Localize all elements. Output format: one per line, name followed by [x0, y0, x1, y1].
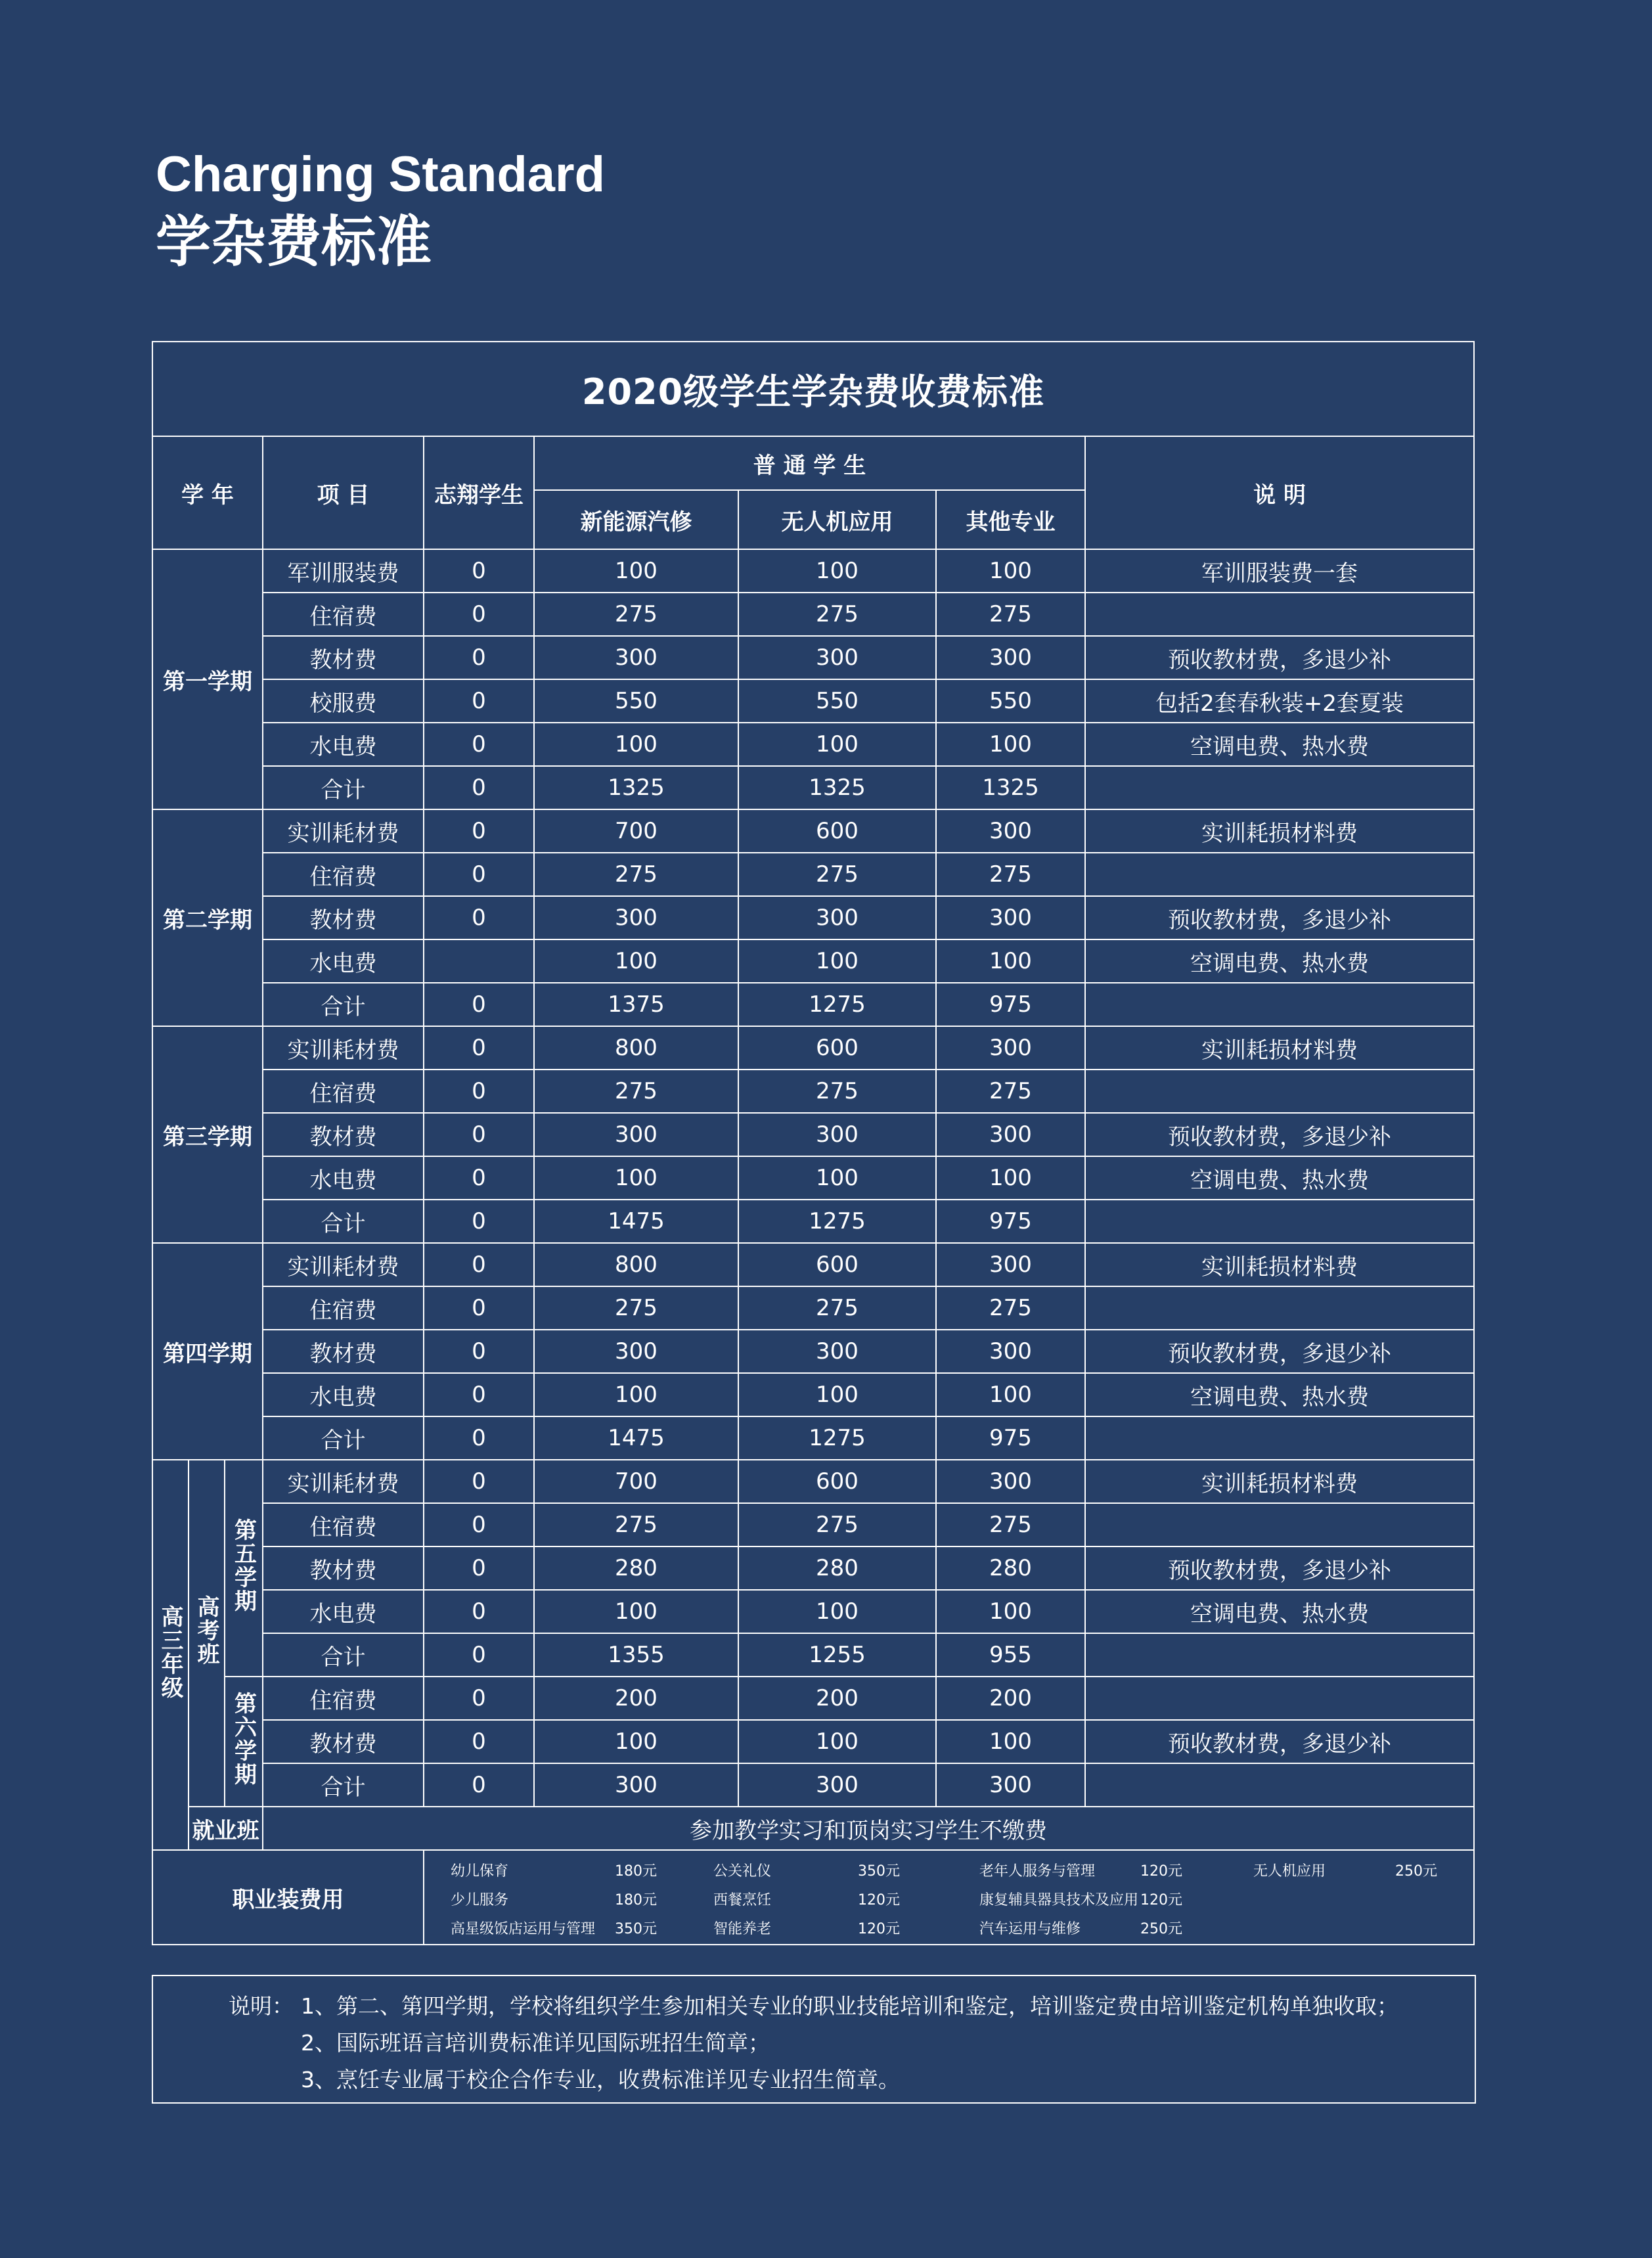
cell-other: 300	[936, 1026, 1085, 1070]
cell-item: 水电费	[263, 1156, 424, 1200]
cell-nev: 300	[534, 636, 738, 679]
vocational-item-price: 350元	[858, 1863, 900, 1880]
cell-nev: 200	[534, 1677, 738, 1720]
cell-note: 实训耗损材料费	[1085, 1460, 1474, 1503]
table-row	[152, 1070, 1474, 1113]
cell-drone: 275	[738, 593, 936, 636]
cell-other: 275	[936, 853, 1085, 896]
table-row	[152, 1373, 1474, 1416]
cell-item: 住宿费	[263, 1677, 424, 1720]
cell-note	[1085, 1503, 1474, 1547]
cell-item: 实训耗材费	[263, 809, 424, 853]
header-other: 其他专业	[936, 490, 1085, 549]
employment-text: 参加教学实习和顶岗实习学生不缴费	[263, 1807, 1474, 1850]
notes-box	[152, 1975, 1476, 2104]
cell-drone: 1275	[738, 1200, 936, 1243]
table-row	[152, 1286, 1474, 1330]
cell-other: 280	[936, 1547, 1085, 1590]
cell-drone: 100	[738, 1720, 936, 1763]
heading-english: Charging Standard	[156, 147, 606, 202]
cell-zhixiang: 0	[424, 723, 534, 766]
table-row	[152, 939, 1474, 983]
vocational-item-name: 公关礼仪	[713, 1863, 772, 1880]
table-row	[152, 1677, 1474, 1720]
page-heading	[156, 145, 605, 276]
cell-item: 教材费	[263, 1330, 424, 1373]
cell-zhixiang: 0	[424, 1763, 534, 1807]
cell-zhixiang: 0	[424, 1330, 534, 1373]
table-row	[152, 766, 1474, 809]
note-line-3: 3、烹饪专业属于校企合作专业，收费标准详见专业招生简章。	[301, 2067, 900, 2092]
cell-drone: 1275	[738, 983, 936, 1026]
cell-nev: 100	[534, 1373, 738, 1416]
cell-nev: 300	[534, 896, 738, 939]
cell-nev: 100	[534, 549, 738, 593]
cell-other: 300	[936, 636, 1085, 679]
cell-note	[1085, 983, 1474, 1026]
cell-note: 预收教材费，多退少补	[1085, 1330, 1474, 1373]
table-title: 2020级学生学杂费收费标准	[152, 342, 1474, 436]
vocational-item-name: 康复辅具器具技术及应用	[979, 1892, 1139, 1908]
cell-item: 军训服装费	[263, 549, 424, 593]
cell-drone: 550	[738, 679, 936, 723]
table-row	[152, 636, 1474, 679]
header-item: 项 目	[263, 436, 424, 549]
vocational-row	[152, 1850, 1474, 1945]
cell-nev: 300	[534, 1763, 738, 1807]
cell-note	[1085, 1677, 1474, 1720]
cell-note: 包括2套春秋装+2套夏装	[1085, 679, 1474, 723]
vocational-item-price: 250元	[1140, 1921, 1182, 1937]
table-row	[152, 1503, 1474, 1547]
vocational-item-price: 250元	[1395, 1863, 1437, 1880]
cell-item: 水电费	[263, 723, 424, 766]
cell-nev: 100	[534, 1720, 738, 1763]
cell-item: 住宿费	[263, 1286, 424, 1330]
grade3-label: 高三年级	[157, 1604, 183, 1700]
cell-other: 975	[936, 1416, 1085, 1460]
cell-nev: 1355	[534, 1633, 738, 1677]
cell-item: 实训耗材费	[263, 1243, 424, 1286]
cell-zhixiang: 0	[424, 1200, 534, 1243]
term-label: 第三学期	[152, 1026, 263, 1243]
cell-nev: 100	[534, 1156, 738, 1200]
notes-label: 说明：	[229, 1993, 294, 2019]
cell-drone: 100	[738, 1373, 936, 1416]
cell-note: 实训耗损材料费	[1085, 809, 1474, 853]
term-label: 第二学期	[152, 809, 263, 1026]
cell-drone: 275	[738, 1286, 936, 1330]
cell-item: 住宿费	[263, 1503, 424, 1547]
table-row	[152, 1156, 1474, 1200]
vocational-item-price: 120元	[858, 1921, 900, 1937]
table-row	[152, 809, 1474, 853]
cell-zhixiang	[424, 939, 534, 983]
vocational-item-name: 少儿服务	[451, 1892, 509, 1908]
table-row	[152, 679, 1474, 723]
cell-zhixiang: 0	[424, 1547, 534, 1590]
header-zhixiang: 志翔学生	[424, 436, 534, 549]
cell-other: 100	[936, 549, 1085, 593]
cell-drone: 100	[738, 549, 936, 593]
cell-note: 空调电费、热水费	[1085, 1590, 1474, 1633]
cell-zhixiang: 0	[424, 809, 534, 853]
cell-other: 100	[936, 1373, 1085, 1416]
cell-item: 教材费	[263, 1720, 424, 1763]
table-row	[152, 1547, 1474, 1590]
cell-nev: 800	[534, 1026, 738, 1070]
cell-note: 空调电费、热水费	[1085, 723, 1474, 766]
cell-other: 975	[936, 1200, 1085, 1243]
cell-nev: 300	[534, 1113, 738, 1156]
cell-drone: 275	[738, 853, 936, 896]
vocational-item-name: 幼儿保育	[451, 1863, 509, 1880]
cell-nev: 1475	[534, 1416, 738, 1460]
cell-nev: 275	[534, 593, 738, 636]
vocational-item-name: 高星级饭店运用与管理	[451, 1921, 596, 1937]
vocational-item-price: 120元	[858, 1892, 900, 1908]
cell-other: 275	[936, 1070, 1085, 1113]
term5-label: 第五学期	[230, 1518, 257, 1613]
vocational-item-price: 120元	[1140, 1892, 1182, 1908]
vocational-item-price: 180元	[615, 1892, 657, 1908]
cell-other: 300	[936, 1460, 1085, 1503]
table-row	[152, 1243, 1474, 1286]
cell-drone: 600	[738, 809, 936, 853]
cell-item: 校服费	[263, 679, 424, 723]
table-row	[152, 1330, 1474, 1373]
cell-nev: 700	[534, 809, 738, 853]
cell-other: 100	[936, 939, 1085, 983]
cell-nev: 275	[534, 1070, 738, 1113]
grade3-label-cell	[152, 1460, 189, 1850]
cell-nev: 1375	[534, 983, 738, 1026]
cell-other: 975	[936, 983, 1085, 1026]
cell-zhixiang: 0	[424, 983, 534, 1026]
cell-item: 合计	[263, 1416, 424, 1460]
note-line-1: 1、第二、第四学期，学校将组织学生参加相关专业的职业技能培训和鉴定，培训鉴定费由培训鉴定机构单独收取；	[301, 1993, 1398, 2019]
cell-note: 预收教材费，多退少补	[1085, 896, 1474, 939]
vocational-prices-cell	[424, 1850, 1474, 1945]
cell-zhixiang: 0	[424, 1677, 534, 1720]
cell-note: 预收教材费，多退少补	[1085, 636, 1474, 679]
cell-item: 实训耗材费	[263, 1460, 424, 1503]
cell-drone: 100	[738, 1590, 936, 1633]
cell-item: 住宿费	[263, 593, 424, 636]
table-row	[152, 1113, 1474, 1156]
cell-drone: 600	[738, 1460, 936, 1503]
gaokao-class-label: 高考班	[193, 1594, 219, 1666]
employment-row	[152, 1807, 1474, 1850]
cell-other: 955	[936, 1633, 1085, 1677]
cell-zhixiang: 0	[424, 593, 534, 636]
cell-other: 275	[936, 1286, 1085, 1330]
cell-item: 水电费	[263, 1590, 424, 1633]
cell-drone: 600	[738, 1243, 936, 1286]
note-line-2: 2、国际班语言培训费标准详见国际班招生简章；	[301, 2030, 770, 2056]
cell-drone: 100	[738, 723, 936, 766]
cell-nev: 100	[534, 1590, 738, 1633]
cell-zhixiang: 0	[424, 1373, 534, 1416]
cell-drone: 275	[738, 1503, 936, 1547]
heading-chinese: 学杂费标准	[156, 210, 432, 274]
vocational-label: 职业装费用	[152, 1850, 424, 1945]
cell-other: 300	[936, 1113, 1085, 1156]
table-row	[152, 723, 1474, 766]
table-row	[152, 549, 1474, 593]
term6-label: 第六学期	[230, 1691, 257, 1786]
cell-zhixiang: 0	[424, 1460, 534, 1503]
cell-note: 空调电费、热水费	[1085, 1373, 1474, 1416]
table-row	[152, 1416, 1474, 1460]
cell-note	[1085, 1286, 1474, 1330]
cell-zhixiang: 0	[424, 549, 534, 593]
vocational-item-price: 120元	[1140, 1863, 1182, 1880]
cell-other: 100	[936, 1590, 1085, 1633]
cell-note: 预收教材费，多退少补	[1085, 1547, 1474, 1590]
cell-item: 教材费	[263, 896, 424, 939]
cell-item: 合计	[263, 766, 424, 809]
cell-zhixiang: 0	[424, 1590, 534, 1633]
cell-zhixiang: 0	[424, 1416, 534, 1460]
cell-nev: 275	[534, 853, 738, 896]
cell-zhixiang: 0	[424, 896, 534, 939]
cell-drone: 1325	[738, 766, 936, 809]
header-nev: 新能源汽修	[534, 490, 738, 549]
cell-other: 100	[936, 723, 1085, 766]
cell-note	[1085, 853, 1474, 896]
cell-other: 100	[936, 1720, 1085, 1763]
header-year: 学 年	[152, 436, 263, 549]
cell-drone: 600	[738, 1026, 936, 1070]
cell-nev: 550	[534, 679, 738, 723]
table-row	[152, 983, 1474, 1026]
cell-nev: 100	[534, 939, 738, 983]
cell-item: 合计	[263, 983, 424, 1026]
cell-item: 教材费	[263, 636, 424, 679]
cell-zhixiang: 0	[424, 1633, 534, 1677]
vocational-item-price: 350元	[615, 1921, 657, 1937]
fee-table	[152, 341, 1475, 1945]
cell-nev: 280	[534, 1547, 738, 1590]
cell-drone: 300	[738, 636, 936, 679]
cell-item: 水电费	[263, 939, 424, 983]
vocational-prices	[424, 1851, 1473, 1944]
cell-note	[1085, 1763, 1474, 1807]
cell-item: 住宿费	[263, 853, 424, 896]
table-row	[152, 853, 1474, 896]
cell-note: 军训服装费一套	[1085, 549, 1474, 593]
cell-other: 275	[936, 1503, 1085, 1547]
cell-other: 300	[936, 809, 1085, 853]
term-label: 第一学期	[152, 549, 263, 809]
cell-drone: 200	[738, 1677, 936, 1720]
cell-item: 合计	[263, 1633, 424, 1677]
cell-note	[1085, 1633, 1474, 1677]
cell-drone: 1255	[738, 1633, 936, 1677]
cell-zhixiang: 0	[424, 1243, 534, 1286]
table-row	[152, 896, 1474, 939]
vocational-item-name: 无人机应用	[1253, 1863, 1326, 1880]
cell-note	[1085, 593, 1474, 636]
cell-drone: 280	[738, 1547, 936, 1590]
cell-nev: 300	[534, 1330, 738, 1373]
term6-label-cell	[225, 1677, 263, 1807]
term-label: 第四学期	[152, 1243, 263, 1460]
cell-drone: 1275	[738, 1416, 936, 1460]
cell-drone: 300	[738, 896, 936, 939]
cell-zhixiang: 0	[424, 1113, 534, 1156]
cell-item: 教材费	[263, 1547, 424, 1590]
cell-nev: 1475	[534, 1200, 738, 1243]
cell-zhixiang: 0	[424, 1286, 534, 1330]
table-row	[152, 1460, 1474, 1503]
cell-item: 合计	[263, 1763, 424, 1807]
cell-drone: 300	[738, 1113, 936, 1156]
cell-item: 实训耗材费	[263, 1026, 424, 1070]
cell-drone: 275	[738, 1070, 936, 1113]
vocational-item-price: 180元	[615, 1863, 657, 1880]
cell-note	[1085, 766, 1474, 809]
cell-zhixiang: 0	[424, 1156, 534, 1200]
cell-zhixiang: 0	[424, 1070, 534, 1113]
cell-zhixiang: 0	[424, 1503, 534, 1547]
table-row	[152, 1590, 1474, 1633]
vocational-item-name: 西餐烹饪	[713, 1892, 772, 1908]
cell-item: 教材费	[263, 1113, 424, 1156]
table-row	[152, 1633, 1474, 1677]
cell-zhixiang: 0	[424, 1720, 534, 1763]
cell-drone: 100	[738, 939, 936, 983]
cell-other: 275	[936, 593, 1085, 636]
gaokao-label-cell	[189, 1460, 225, 1807]
cell-nev: 275	[534, 1286, 738, 1330]
cell-zhixiang: 0	[424, 853, 534, 896]
table-row	[152, 593, 1474, 636]
cell-note: 空调电费、热水费	[1085, 939, 1474, 983]
table-row	[152, 1720, 1474, 1763]
table-row	[152, 1200, 1474, 1243]
cell-note: 预收教材费，多退少补	[1085, 1720, 1474, 1763]
cell-other: 300	[936, 1330, 1085, 1373]
cell-zhixiang: 0	[424, 766, 534, 809]
cell-note	[1085, 1416, 1474, 1460]
cell-nev: 700	[534, 1460, 738, 1503]
cell-drone: 300	[738, 1763, 936, 1807]
cell-note	[1085, 1070, 1474, 1113]
cell-note: 预收教材费，多退少补	[1085, 1113, 1474, 1156]
cell-zhixiang: 0	[424, 636, 534, 679]
cell-nev: 275	[534, 1503, 738, 1547]
vocational-item-name: 智能养老	[713, 1921, 772, 1937]
vocational-item-name: 老年人服务与管理	[979, 1863, 1096, 1880]
cell-note: 实训耗损材料费	[1085, 1243, 1474, 1286]
table-row	[152, 1763, 1474, 1807]
employment-label: 就业班	[189, 1807, 263, 1850]
cell-note: 实训耗损材料费	[1085, 1026, 1474, 1070]
header-note: 说 明	[1085, 436, 1474, 549]
cell-other: 200	[936, 1677, 1085, 1720]
term5-label-cell	[225, 1460, 263, 1677]
header-regular-students: 普 通 学 生	[534, 436, 1085, 490]
cell-item: 合计	[263, 1200, 424, 1243]
table-row	[152, 1026, 1474, 1070]
cell-nev: 100	[534, 723, 738, 766]
cell-other: 100	[936, 1156, 1085, 1200]
cell-nev: 800	[534, 1243, 738, 1286]
cell-drone: 300	[738, 1330, 936, 1373]
cell-zhixiang: 0	[424, 679, 534, 723]
vocational-item-name: 汽车运用与维修	[979, 1921, 1081, 1937]
cell-note	[1085, 1200, 1474, 1243]
cell-nev: 1325	[534, 766, 738, 809]
cell-other: 300	[936, 1763, 1085, 1807]
cell-other: 1325	[936, 766, 1085, 809]
header-drone: 无人机应用	[738, 490, 936, 549]
cell-item: 住宿费	[263, 1070, 424, 1113]
cell-item: 水电费	[263, 1373, 424, 1416]
cell-note: 空调电费、热水费	[1085, 1156, 1474, 1200]
cell-drone: 100	[738, 1156, 936, 1200]
cell-other: 550	[936, 679, 1085, 723]
cell-zhixiang: 0	[424, 1026, 534, 1070]
cell-other: 300	[936, 1243, 1085, 1286]
cell-other: 300	[936, 896, 1085, 939]
